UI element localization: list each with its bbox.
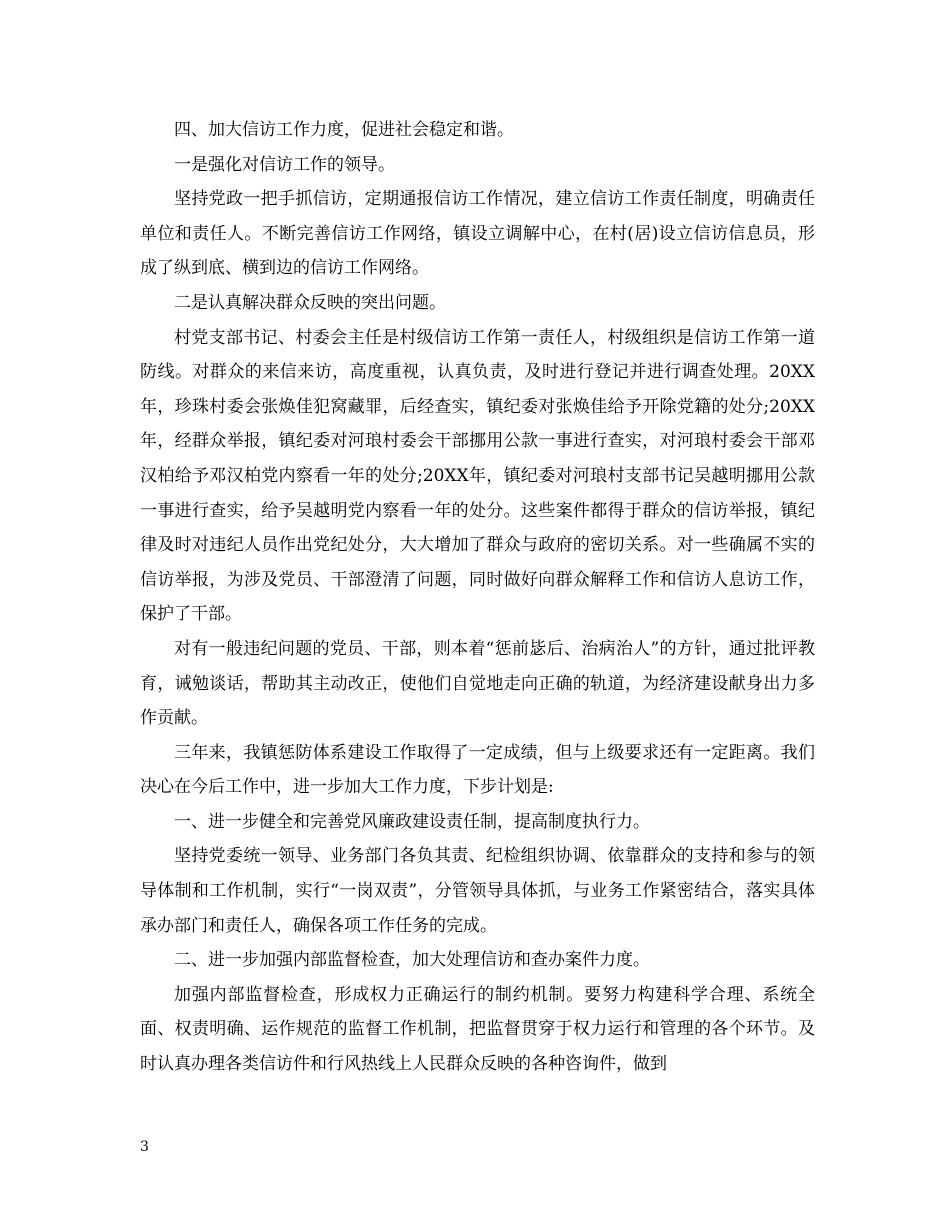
document-body bbox=[140, 113, 815, 1082]
paragraph-heading-four: 四、加大信访工作力度，促进社会稳定和谐。 bbox=[174, 120, 514, 140]
paragraph-plan-heading-one: 一、进一步健全和完善党风廉政建设责任制，提高制度执行力。 bbox=[174, 811, 650, 832]
paragraph-subheading-two: 二是认真解决群众反映的突出问题。 bbox=[174, 292, 446, 313]
paragraph-body: 对有一般违纪问题的党员、干部，则本着“惩前毖后、治病治人”的方针，通过批评教育，诫勉谈话，帮助其主动改正，使他们自觉地走向正确的轨道，为经济建设献身出力多作贡献。 bbox=[140, 638, 815, 729]
paragraph-plan-heading-two: 二、进一步加强内部监督检查，加大处理信访和查办案件力度。 bbox=[174, 950, 650, 971]
paragraph-body: 三年来，我镇惩防体系建设工作取得了一定成绩，但与上级要求还有一定距离。我们决心在今后工作中，进一步加大工作力度，下步计划是: bbox=[140, 742, 815, 798]
paragraph-body: 加强内部监督检查，形成权力正确运行的制约机制。要努力构建科学合理、系统全面、权责明确、运作规范的监督工作机制，把监督贯穿于权力运行和管理的各个环节。及时认真办理各类信访件和行风热线上人民群众反映的各种咨询件，做到 bbox=[140, 984, 815, 1075]
paragraph-body: 坚持党委统一领导、业务部门各负其责、纪检组织协调、依靠群众的支持和参与的领导体制和工作机制，实行“一岗双责”，分管领导具体抓，与业务工作紧密结合，落实具体承办部门和责任人，确保各项工作任务的完成。 bbox=[140, 846, 815, 936]
paragraph-body: 村党支部书记、村委会主任是村级信访工作第一责任人，村级组织是信访工作第一道防线。对群众的来信来访，高度重视，认真负责，及时进行登记并进行调查处理。20XX年，珍珠村委会张焕佳犯窝藏罪，后经查实，镇纪委对张焕佳给予开除党籍的处分;20XX年，经群众举报，镇纪委对河琅村委会干部挪用公款一事进行查实，对河琅村委会干部邓汉柏给予邓汉柏党内察看一年的处分;20XX年，镇纪委对河琅村支部书记吴越明挪用公款一事进行查实，给予吴越明党内察看一年的处分。这些案件都得于群众的信访举报，镇纪律及时对违纪人员作出党纪处分，大大增加了群众与政府的密切关系。对一些确属不实的信访举报，为涉及党员、干部澄清了问题，同时做好向群众解释工作和信访人息访工作，保护了干部。 bbox=[140, 327, 815, 625]
page-number: 3 bbox=[140, 1139, 149, 1155]
paragraph-body: 坚持党政一把手抓信访，定期通报信访工作情况，建立信访工作责任制度，明确责任单位和责任人。不断完善信访工作网络，镇设立调解中心，在村(居)设立信访信息员，形成了纵到底、横到边的信访工作网络。 bbox=[140, 189, 815, 279]
paragraph-subheading-one: 一是强化对信访工作的领导。 bbox=[174, 154, 395, 175]
